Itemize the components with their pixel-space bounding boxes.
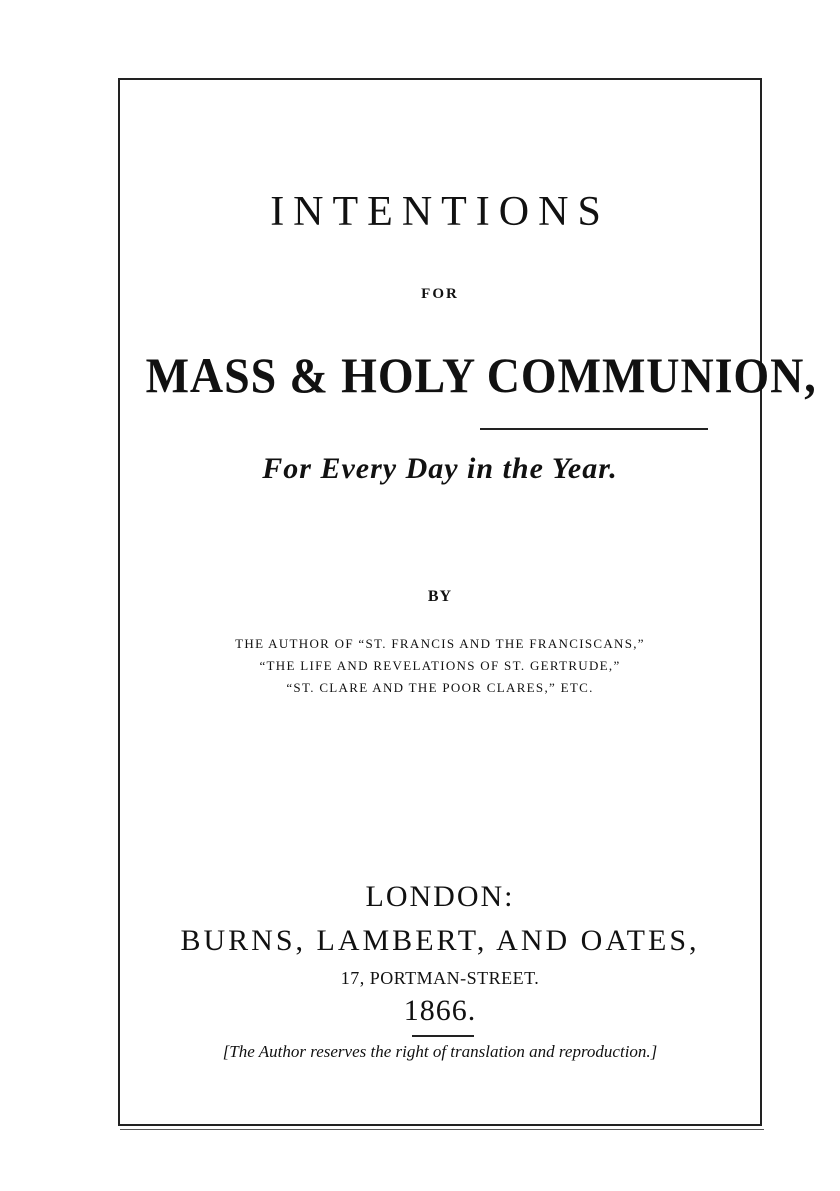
author-line: “THE LIFE AND REVELATIONS OF ST. GERTRUDE,” xyxy=(259,658,621,673)
imprint-publisher: BURNS, LAMBERT, AND OATES, xyxy=(180,924,700,957)
author-line: THE AUTHOR OF “ST. FRANCIS AND THE FRANCISCANS,” xyxy=(235,636,645,651)
title-page-frame xyxy=(118,78,817,1126)
main-title: MASS & HOLY COMMUNION, xyxy=(145,347,817,403)
imprint-rule xyxy=(412,1035,474,1037)
rights-notice: [The Author reserves the right of translation and reproduction.] xyxy=(222,1042,658,1061)
title-connector: FOR xyxy=(421,286,459,302)
imprint-city: LONDON: xyxy=(365,880,515,913)
book-title: INTENTIONS xyxy=(270,189,610,235)
subtitle: For Every Day in the Year. xyxy=(262,452,618,485)
imprint-address: 17, PORTMAN-STREET. xyxy=(340,968,540,988)
author-line: “ST. CLARE AND THE POOR CLARES,” ETC. xyxy=(286,680,594,695)
by-line: BY xyxy=(427,588,453,605)
imprint-year: 1866. xyxy=(403,994,477,1027)
title-rule xyxy=(480,428,708,430)
